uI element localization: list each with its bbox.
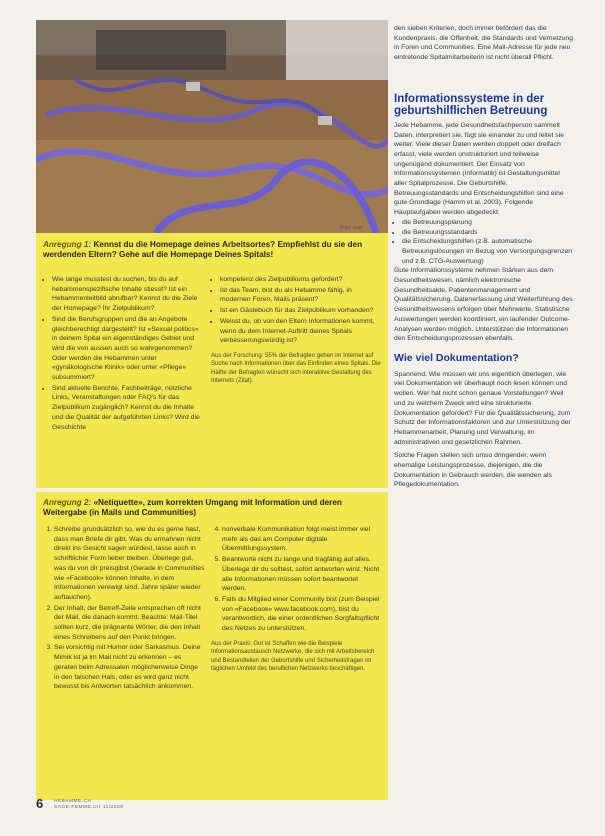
cable-photo [36,20,388,233]
photo-credit: Foto: xxxx [340,225,363,231]
anregung-2-lead: Anregung 2: [43,498,92,507]
anregung-1-heading: Kennst du die Homepage deines Arbeitsortes? Empfiehlst du sie den werdenden Eltern? Gehe auf die Homepage Deines Spitals! [43,240,363,259]
list-item: • Sind die Berufsgruppen und die an Angebote gleichberechtigt dargestellt? Ist «Sexual politics» in deinem Spital ein eigenständiges Gebiet und wird die von aussen auch so wahrgenommen? Oder werden die Hebammen unter «gynäkologische Klinik» oder unter «Pflege» subsummiert? [52,315,205,383]
list-item: • Wie lange musstest du suchen, bis du auf hebammenspezifische Inhalte stiesst? Ist ein Hebammenleitbild abrufbar? Kennst du die Ziele der Homepage? Ihr Zielpublikum? [52,275,205,314]
list-item: • Weisst du, ob von den Eltern Informationen kommt, wenn du dem Internet-Auftritt deines Spitals verbesserungswürdig ist? [220,317,381,346]
journal-line-2: SAGE-FEMME.CH 11/2009 [54,805,124,810]
list-item: 5. Beantworte nicht zu lange und tragfähig auf alles. Überlege dir du solltest, sofort antworten wirst. Nicht alle Informationen müssen sofort beantwortet werden. [222,555,381,594]
anregung-1-right-column [211,275,381,388]
paragraph: Solche Fragen stellen sich umso dringender, wenn ehemalige Leistungsprozesse, diejenigen, die die Dokumentation in Gebrauch werden, die wenden als Pflegedokumentation. [394,452,552,489]
list-item: 6. Falls du Mitglied einer Community bist (zum Beispiel von «Facebook» www.facebook.com), bist du verantwortlich, die einer ordentlichen Sorgfaltspflicht des Netzes zu unterstützen. [222,595,381,634]
journal-line-1: HEBAMME.CH [54,799,92,804]
heading-informationssysteme: Informationssysteme in der geburtshilflichen Betreuung [394,92,548,118]
list-item: 2. Der Inhalt, der Betreff-Zeile entsprechen oft nicht der Mail, die danach kommt. Beachte: Mail-Titel sollten kurz, die prägnante Wörter, die den Inhalt eines Schreibens auf den Punkt bringen. [54,604,205,643]
anregung-1-note: Aus der Forschung: 55% der Befragten gehen im Internet auf Suche nach Informationen über das Einfinden eines Spitals. Die Hälfte der Befragten wünscht sich interaktive Gestaltung des Internets (Zitat). [211,352,381,385]
list-item: • die Betreuungsstandards [402,228,574,238]
page-number: 6 [36,796,44,811]
paragraph: Jede Hebamme, jede Gesundheitsfachperson sammelt Daten, interpretiert sie, fügt sie einander zu und leitet sie weiter. Viele dieser Daten werden doppelt oder dreifach erfasst, viele werden unstrukturiert und teilweise ungenügend dokumentiert. Der Einsatz von Informationssystemen (Informatik) ist Gestaltungsmittel aller Spitalprozesse. Die Geburtshilfe, Betreuungsstandards und Entscheidungshilfen sind eine gute Grundlage (Hamm et al. 2003). Folgende Hauptaufgaben werden abgedeckt: [394,121,565,217]
list-item: • die Entscheidungshilfen (z.B. automatische Betreuungslösungen im Bezug von Versorgungsgrenzen und z.B. CTG-Auswertung) [402,237,574,266]
list-item: 1. Schreibe grundsätzlich so, wie du es gerne hast, dass man Briefe dir gibt. Was du ermahnen nicht direkt ins Gesicht sagen würdest, lasse auch in schriftlicher Form lieber bleiben. Überlege gut, was du von dir preisgibst (Gerade in Communities wie «Facebook» können Inhalte, in dem Informationen verewigt sind, Jahre später wieder auftauchen). [54,525,205,603]
list-item: • kompetenz des Zielpublikums gefordert? [220,275,381,285]
anregung-2-title [43,498,378,518]
anregung-2-heading: «Netiquette», zum korrekten Umgang mit Information und deren Weitergabe (in Mails und Communities) [43,498,342,517]
anregung-2-right-column [211,525,381,676]
paragraph: Spannend: Wie müssen wir uns eigentlich überlegen, wie viel Dokumentation wir überhaupt noch lesen können und wollen. Wer hat nicht schon genaue Vorstellungen? Weil und zu welchem Zweck wird eine strukturierte Dokumentation gefordert? Für die Qualitätssicherung, zum Schutz der Informationsfaktoren und zur Unterstützung der Hebammenarbeit, Planung und Verwaltung, im administrativen und gesetzlichen Rahmen. [394,370,571,446]
right-column [394,24,574,490]
list-item: • Ist das Team, bist du als Hebamme fähig, in modernen Foren, Mails präsent? [220,286,381,305]
list-item: • die Betreuungsplanung [402,218,574,228]
list-item: • Sind aktuelle Berichte, Fachbeiträge, nützliche Links, Veranstaltungen oder FAQ's für das Zielpublikum zugänglich? Kennst du die Inhalte und die Qualität der aufgeführten Links? Wird die Geschichte [52,384,205,433]
list-item: • Ist ein Gästebuch für das Zielpublikum vorhanden? [220,306,381,316]
heading-dokumentation: Wie viel Dokumentation? [394,351,519,364]
list-item: 3. Sei vorsichtig mit Humor oder Sarkasmus. Deine Mimik ist ja im Mail nicht zu erkennen – es geraten beim Adressaten möglicherweise Dinge in den falschen Hals, oder es wird ganz nicht bewusst bis Antworten tatsächlich ankommen. [54,643,205,692]
anregung-1-lead: Anregung 1: [43,240,92,249]
anregung-2-note: Aus der Praxis: Gut ist Schaffen wie die Beispiele Informationsaustausch Netzwerke, die sich mit Arbeitsbereich und Bestandteilen der Geburtshilfe und Sicherheitsfragen im täglichen Umfeld des beruflichen Netzwerks beschäftigen. [211,640,375,673]
anregung-2-left-column [43,525,205,693]
anregung-1-title [43,240,373,260]
journal-name [54,799,123,811]
list-item: 4. nonverbale Kommunikation folgt meist immer viel mehr als das am Computer digitale Übermittlungssystem. [222,525,381,554]
paragraph: Gute Informationssysteme nehmen Stärken aus dem Gesundheitswesen, nämlich elektronische Gesundheitsakte, Patientenmanagement und Qualitätssicherung. Datenerfassung und Weiterführung des Gesundheitswesens erfolgen über Mehrwerte. Statistische Auswertungen werden koordiniert, ein laufender Outcome-Analysen werden möglich. Unterstützen die Informationen den Entscheidungsprozessen ebenfalls. [394,267,573,343]
anregung-1-left-column [43,275,205,433]
right-intro: den sieben Kriterien, doch immer befördert das die Kundenpraxis, die Offenheit, die Standards und Vernetzung in Foren und Communities. Eine Mail-Adresse für jede neu eintretende Spitalmitarbeiterin ist nicht überall Pflicht. [394,25,573,62]
